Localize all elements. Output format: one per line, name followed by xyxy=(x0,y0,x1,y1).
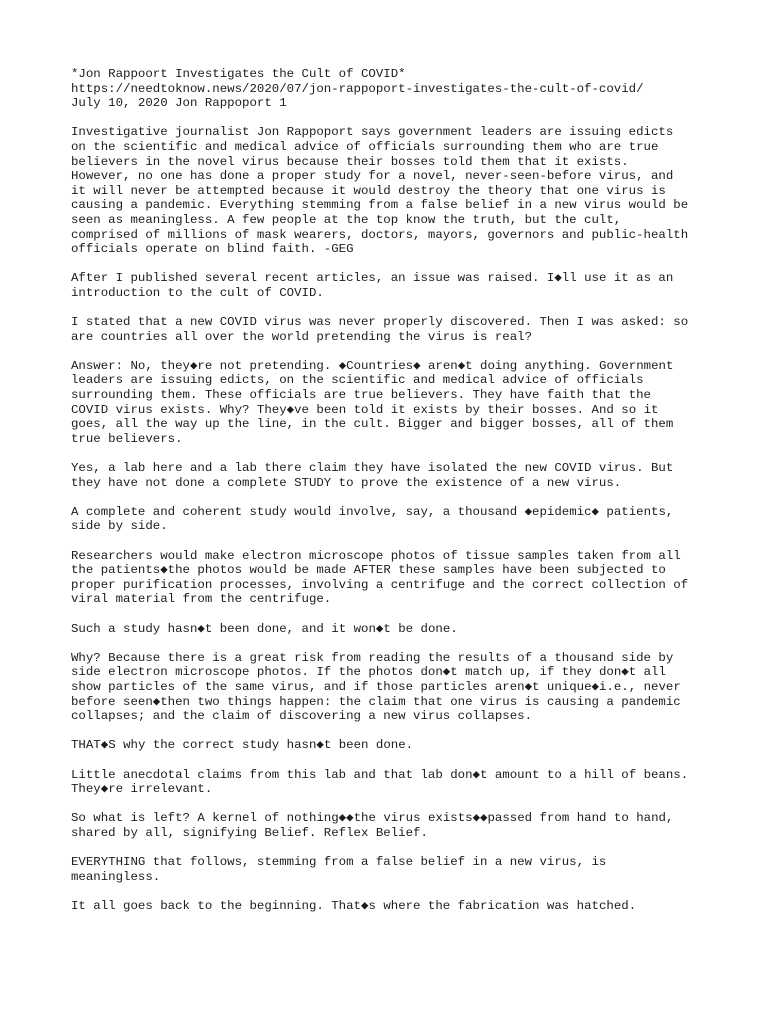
paragraph xyxy=(71,549,761,607)
paragraph-line: However, no one has done a proper study for a novel, never-seen-before virus, and xyxy=(71,169,674,184)
paragraph-line: seen as meaningless. A few people at the top know the truth, but the cult, xyxy=(71,212,622,227)
paragraph-line: collapses; and the claim of discovering a new virus collapses. xyxy=(71,709,533,724)
article-paragraphs xyxy=(71,125,761,913)
paragraph-line: It all goes back to the beginning. That◆s where the fabrication was hatched. xyxy=(71,898,637,913)
paragraph-line: Little anecdotal claims from this lab and that lab don◆t amount to a hill of beans. xyxy=(71,767,689,782)
paragraph xyxy=(71,359,761,447)
paragraph xyxy=(71,271,761,300)
paragraph-line: viral material from the centrifuge. xyxy=(71,592,332,607)
document-body xyxy=(71,67,761,928)
paragraph xyxy=(71,768,761,797)
paragraph-line: meaningless. xyxy=(71,869,161,884)
paragraph-line: Such a study hasn◆t been done, and it won◆t be done. xyxy=(71,621,458,636)
paragraph-line: THAT◆S why the correct study hasn◆t been done. xyxy=(71,738,414,753)
paragraph xyxy=(71,811,761,840)
article-dateline: July 10, 2020 Jon Rappoport 1 xyxy=(71,96,287,111)
paragraph-line: Researchers would make electron microscope photos of tissue samples taken from all xyxy=(71,548,681,563)
paragraph-line: Why? Because there is a great risk from reading the results of a thousand side by xyxy=(71,650,674,665)
paragraph-line: officials operate on blind faith. -GEG xyxy=(71,242,354,257)
paragraph-line: I stated that a new COVID virus was never properly discovered. Then I was asked: so xyxy=(71,315,689,330)
paragraph-line: true believers. xyxy=(71,431,183,446)
paragraph-line: causing a pandemic. Everything stemming from a false belief in a new virus would be xyxy=(71,198,689,213)
paragraph-line: leaders are issuing edicts, on the scientific and medical advice of officials xyxy=(71,373,644,388)
paragraph-line: on the scientific and medical advice of officials surrounding them who are true xyxy=(71,139,659,154)
paragraph-line: After I published several recent articles, an issue was raised. I◆ll use it as an xyxy=(71,271,674,286)
paragraph-line: COVID virus exists. Why? They◆ve been told it exists by their bosses. And so it xyxy=(71,402,659,417)
article-title: *Jon Rappoort Investigates the Cult of COVID* xyxy=(71,67,406,81)
paragraph-line: Yes, a lab here and a lab there claim they have isolated the new COVID virus. But xyxy=(71,461,674,476)
paragraph xyxy=(71,651,761,724)
paragraph xyxy=(71,125,761,256)
paragraph-line: shared by all, signifying Belief. Reflex Belief. xyxy=(71,825,428,840)
paragraph-line: before seen◆then two things happen: the claim that one virus is causing a pandemic xyxy=(71,694,681,709)
paragraph-line: Answer: No, they◆re not pretending. ◆Countries◆ aren◆t doing anything. Government xyxy=(71,358,674,373)
paragraph-line: surrounding them. These officials are true believers. They have faith that the xyxy=(71,388,651,403)
article-url: https://needtoknow.news/2020/07/jon-rappoport-investigates-the-cult-of-covid/ xyxy=(71,81,644,96)
paragraph xyxy=(71,738,761,753)
document-header xyxy=(71,67,761,111)
paragraph-line: introduction to the cult of COVID. xyxy=(71,285,324,300)
paragraph-line: are countries all over the world pretending the virus is real? xyxy=(71,329,533,344)
paragraph-line: it will never be attempted because it would destroy the theory that one virus is xyxy=(71,183,666,198)
paragraph xyxy=(71,855,761,884)
paragraph-line: believers in the novel virus because their bosses told them that it exists. xyxy=(71,154,629,169)
paragraph-line: the patients◆the photos would be made AFTER these samples have been subjected to xyxy=(71,563,666,578)
paragraph-line: they have not done a complete STUDY to prove the existence of a new virus. xyxy=(71,475,622,490)
paragraph xyxy=(71,899,761,914)
paragraph xyxy=(71,461,761,490)
paragraph xyxy=(71,505,761,534)
paragraph xyxy=(71,315,761,344)
paragraph-line: They◆re irrelevant. xyxy=(71,782,213,797)
paragraph-line: A complete and coherent study would involve, say, a thousand ◆epidemic◆ patients, xyxy=(71,504,674,519)
paragraph-line: EVERYTHING that follows, stemming from a false belief in a new virus, is xyxy=(71,855,607,870)
paragraph-line: show particles of the same virus, and if those particles aren◆t unique◆i.e., never xyxy=(71,679,681,694)
paragraph-line: Investigative journalist Jon Rappoport says government leaders are issuing edicts xyxy=(71,125,674,140)
paragraph-line: comprised of millions of mask wearers, doctors, mayors, governors and public-health xyxy=(71,227,689,242)
paragraph-line: So what is left? A kernel of nothing◆◆the virus exists◆◆passed from hand to hand, xyxy=(71,811,674,826)
paragraph-line: side electron microscope photos. If the photos don◆t match up, if they don◆t all xyxy=(71,665,666,680)
paragraph-line: goes, all the way up the line, in the cult. Bigger and bigger bosses, all of them xyxy=(71,417,674,432)
paragraph-line: proper purification processes, involving a centrifuge and the correct collection of xyxy=(71,577,689,592)
paragraph-line: side by side. xyxy=(71,519,168,534)
paragraph xyxy=(71,622,761,637)
